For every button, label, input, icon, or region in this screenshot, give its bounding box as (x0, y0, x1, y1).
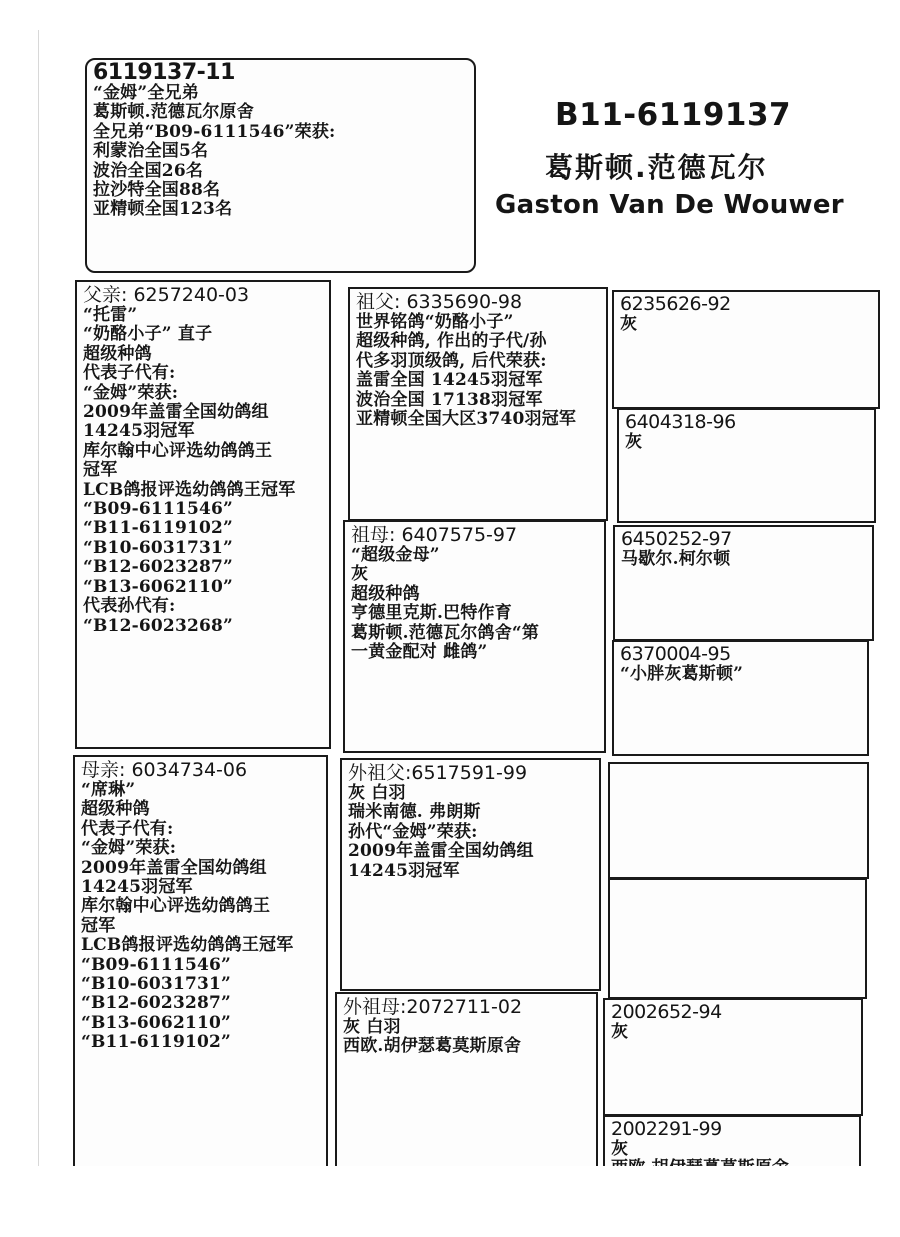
great-grandparent-box (617, 408, 876, 523)
pedigree-text-line: 孙代“金姆”荣获: (348, 821, 478, 842)
title-breeder-cn: 葛斯顿.范德瓦尔 (545, 151, 768, 184)
pedigree-text-line: 代多羽顶级鸽, 后代荣获: (356, 350, 547, 371)
pedigree-text-line: 盖雷全国 14245羽冠军 (356, 370, 543, 391)
pedigree-text-line: 冠军 (83, 460, 118, 481)
mother-box (73, 755, 328, 1166)
pedigree-text-line: 库尔翰中心评选幼鸽鸽王 (81, 896, 271, 917)
pedigree-text-line: 超级种鸽 (83, 343, 152, 364)
pedigree-text-line: 代表孙代有: (83, 596, 176, 617)
pedigree-text-line: 世界铭鸽“奶酪小子” (356, 312, 514, 332)
pedigree-text-line: “B10-6031731” (83, 537, 234, 558)
pedigree-text-line: 灰 白羽 (343, 1017, 401, 1037)
pedigree-text-line: 冠军 (81, 915, 116, 936)
pedigree-text-line: 利蒙治全国5名 (93, 141, 209, 162)
father-heading: 父亲: 6257240-03 (83, 284, 250, 306)
pedigree-text-line: “B11-6119102” (81, 1032, 232, 1053)
pedigree-text-line: 2009年盖雷全国幼鸽组 (81, 857, 267, 878)
maternal-grandfather-box (340, 758, 601, 991)
great-grandparent-ring: 6370004-95 (620, 643, 731, 665)
paternal-grandmother-box (343, 520, 606, 753)
pedigree-text-line: 亚精顿全国123名 (93, 199, 233, 220)
great-grandparent-box (612, 290, 880, 409)
paternal-grandfather-box (348, 287, 608, 521)
pedigree-text-line: 葛斯顿.范德瓦尔原舍 (93, 102, 254, 123)
great-grandparent-ring: 6235626-92 (620, 293, 731, 315)
paternal-grandfather-heading: 祖父: 6335690-98 (356, 291, 523, 313)
pedigree-text-line: “B09-6111546” (83, 499, 234, 520)
pedigree-text-line: “B13-6062110” (83, 576, 234, 597)
subject-ring: 6119137-11 (93, 60, 235, 85)
pedigree-text-line: “托雷” (83, 305, 138, 325)
pedigree-text-line: “小胖灰葛斯顿” (620, 664, 744, 684)
pedigree-text-line: 一黄金配对 雌鸽” (351, 642, 488, 663)
pedigree-text-line: “B13-6062110” (81, 1012, 232, 1033)
pedigree-text-line: 灰 (620, 314, 638, 334)
pedigree-text-line: LCB鸽报评选幼鸽鸽王冠军 (81, 935, 294, 956)
pedigree-text-line: 超级种鸽, 作出的子代/孙 (356, 331, 547, 352)
pedigree-text-line: 波治全国26名 (93, 160, 204, 181)
pedigree-text-line: 超级种鸽 (351, 583, 420, 604)
pedigree-text-line: 全兄弟“B09-6111546”荣获: (93, 121, 336, 142)
great-grandparent-box (603, 998, 863, 1116)
great-grandparent-box (608, 878, 867, 999)
pedigree-text-line: LCB鸽报评选幼鸽鸽王冠军 (83, 479, 296, 500)
pedigree-text-line: 14245羽冠军 (348, 860, 460, 881)
great-grandparent-box (613, 525, 874, 641)
pedigree-text-line: 14245羽冠军 (81, 877, 193, 898)
subject-box (85, 58, 476, 273)
mother-heading: 母亲: 6034734-06 (81, 759, 248, 781)
pedigree-text-line: “金姆”荣获: (83, 382, 179, 403)
pedigree-text-line: “金姆”全兄弟 (93, 83, 199, 103)
pedigree-text-line: 2009年盖雷全国幼鸽组 (83, 402, 269, 423)
great-grandparent-ring: 6450252-97 (621, 528, 732, 550)
pedigree-text-line: “B09-6111546” (81, 954, 232, 975)
father-box (75, 280, 331, 749)
paternal-grandmother-heading: 祖母: 6407575-97 (351, 524, 518, 546)
pedigree-text-line: 代表子代有: (81, 818, 174, 839)
title-ring-number: B11-6119137 (555, 97, 792, 133)
pedigree-text-line: 灰 (611, 1022, 629, 1042)
pedigree-text-line: 灰 (611, 1139, 629, 1159)
pedigree-text-line: 2009年盖雷全国幼鸽组 (348, 841, 534, 862)
pedigree-text-line: 代表子代有: (83, 363, 176, 384)
pedigree-text-line: 库尔翰中心评选幼鸽鸽王 (83, 440, 273, 461)
pedigree-text-line: “超级金母” (351, 545, 440, 565)
great-grandparent-ring: 2002291-99 (611, 1118, 722, 1140)
pedigree-text-line: “B12-6023287” (81, 993, 232, 1014)
pedigree-text-line: “B11-6119102” (83, 518, 234, 539)
pedigree-text-line: 葛斯顿.范德瓦尔鸽舍“第 (351, 622, 540, 643)
maternal-grandmother-heading: 外祖母:2072711-02 (343, 996, 523, 1018)
pedigree-text-line: 亚精顿全国大区3740羽冠军 (356, 409, 577, 430)
title-breeder-en: Gaston Van De Wouwer (495, 190, 844, 220)
pedigree-text-line: “B12-6023268” (83, 615, 234, 636)
maternal-grandmother-box (335, 992, 598, 1166)
pedigree-text-line: 瑞米南德. 弗朗斯 (348, 802, 481, 823)
maternal-grandfather-heading: 外祖父:6517591-99 (348, 762, 528, 784)
pedigree-text-line: “席琳” (81, 780, 136, 800)
page-bottom-margin (0, 1166, 900, 1237)
pedigree-text-line: 14245羽冠军 (83, 421, 195, 442)
pedigree-text-line: 灰 白羽 (348, 783, 406, 803)
pedigree-text-line: “金姆”荣获: (81, 838, 177, 859)
pedigree-text-line: “奶酪小子” 直子 (83, 324, 213, 345)
great-grandparent-ring: 2002652-94 (611, 1001, 722, 1023)
great-grandparent-ring: 6404318-96 (625, 411, 736, 433)
great-grandparent-box (612, 640, 869, 756)
pedigree-text-line: 波治全国 17138羽冠军 (356, 389, 543, 410)
pedigree-text-line: 西欧.胡伊瑟葛莫斯原舍 (343, 1036, 522, 1057)
pedigree-text-line: 超级种鸽 (81, 799, 150, 820)
pedigree-text-line: “B12-6023287” (83, 557, 234, 578)
great-grandparent-box (603, 1115, 861, 1166)
pedigree-text-line: 灰 (625, 432, 643, 452)
paper-edge (38, 30, 39, 1170)
pedigree-text-line: 拉沙特全国88名 (93, 180, 221, 201)
great-grandparent-box (608, 762, 869, 879)
pedigree-text-line: “B10-6031731” (81, 974, 232, 995)
pedigree-text-line: 马歇尔.柯尔顿 (621, 549, 731, 569)
pedigree-text-line: 亨德里克斯.巴特作育 (351, 603, 512, 624)
pedigree-text-line: 灰 (351, 564, 369, 585)
